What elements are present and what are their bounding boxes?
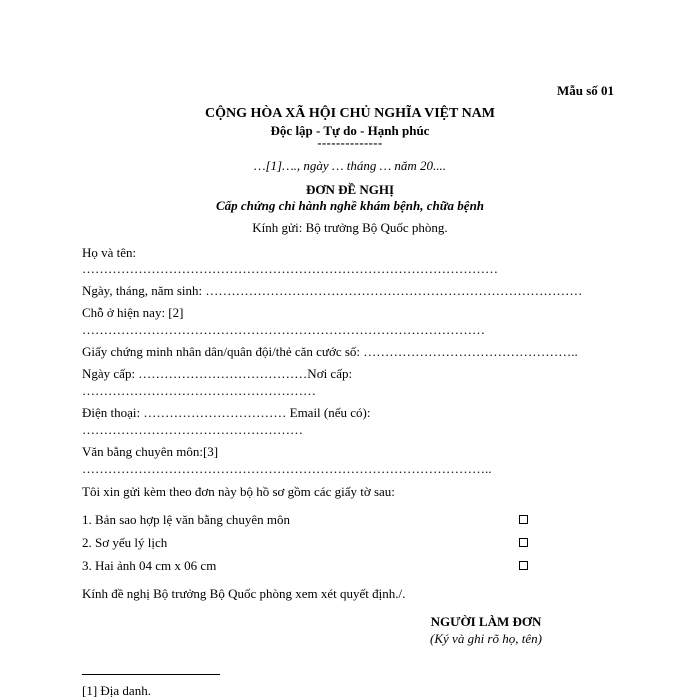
separator: -------------- <box>317 136 383 150</box>
attachment-checkbox[interactable] <box>519 538 528 547</box>
issue-place-field: ……………………………………………… <box>82 383 316 398</box>
closing-statement: Kính đề nghị Bộ trưởng Bộ Quốc phòng xem xét quyết định./. <box>82 586 406 601</box>
attachment-item: 3. Hai ảnh 04 cm x 06 cm <box>82 558 217 573</box>
national-title: CỘNG HÒA XÃ HỘI CHỦ NGHĨA VIỆT NAM <box>204 106 495 121</box>
residence-label: Chỗ ở hiện nay: [2] <box>82 305 184 320</box>
id-card-field: Giấy chứng minh nhân dân/quân đội/thẻ căn cước số: ………………………………………….. <box>82 344 578 359</box>
recipient: Kính gửi: Bộ trưởng Bộ Quốc phòng. <box>252 220 448 235</box>
attachment-item: 1. Bản sao hợp lệ văn bằng chuyên môn <box>82 512 290 527</box>
document-title: ĐƠN ĐỀ NGHỊ <box>305 182 395 197</box>
signature-title: NGƯỜI LÀM ĐƠN <box>430 614 542 629</box>
dob-field: Ngày, tháng, năm sinh: …………………………………………………………………………… <box>82 283 583 298</box>
name-label: Họ và tên: <box>82 245 137 260</box>
attachment-checkbox[interactable] <box>519 561 528 570</box>
footnote-divider <box>82 674 220 675</box>
footnote: [1] Địa danh. <box>82 683 151 698</box>
attachments-intro: Tôi xin gửi kèm theo đơn này bộ hồ sơ gồm các giấy tờ sau: <box>82 484 395 499</box>
name-field: …………………………………………………………………………………… <box>82 261 498 276</box>
document-subtitle: Cấp chứng chỉ hành nghề khám bệnh, chữa bệnh <box>215 198 485 213</box>
motto: Độc lập - Tự do - Hạnh phúc <box>270 123 430 138</box>
email-field: …………………………………………… <box>82 422 303 437</box>
form-code: Mẫu số 01 <box>557 83 615 98</box>
degree-label: Văn bằng chuyên môn:[3] <box>82 444 219 459</box>
attachment-item: 2. Sơ yếu lý lịch <box>82 535 168 550</box>
residence-field: ………………………………………………………………………………… <box>82 322 485 337</box>
issue-date-place: Ngày cấp: …………………………………Nơi cấp: <box>82 366 353 381</box>
signature-note: (Ký và ghi rõ họ, tên) <box>430 631 542 646</box>
degree-field: ………………………………………………………………………………….. <box>82 461 492 476</box>
place-date: …[1]…., ngày … tháng … năm 20.... <box>253 158 447 173</box>
attachment-checkbox[interactable] <box>519 515 528 524</box>
phone-email: Điện thoại: …………………………… Email (nếu có): <box>82 405 371 420</box>
